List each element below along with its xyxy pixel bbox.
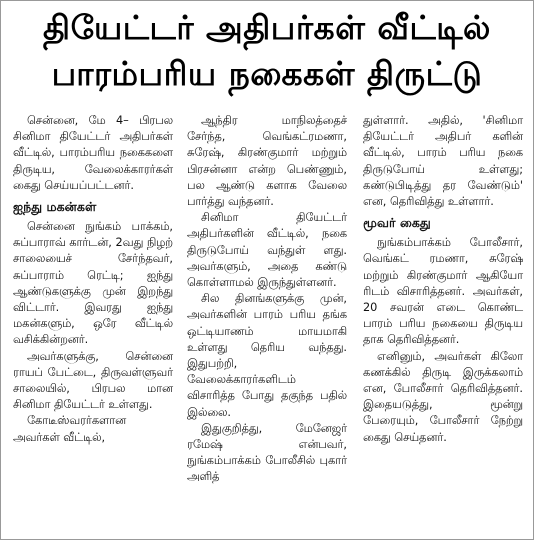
subheading: ஐந்து மகன்கள் — [13, 199, 97, 215]
paragraph: அவர்களுக்கு, சென்னை ராயப் பேட்டை, திருவள்ளுவர் சாலையில், பிரபல மான சினிமா தியேட்டர் உள்ளது. — [13, 349, 173, 412]
paragraph: துள்ளார். அதில், 'சினிமா தியேட்டர் அதிபர் களின் வீட்டில், பாரம் பரிய நகை திருடுபோய் உள்ளது; கண்டுபிடித்து தர வேண்டும்' என, தெரிவித்து உள்ளார். — [363, 114, 523, 209]
paragraph: சென்னை, மே 4– பிரபல சினிமா தியேட்டர் அதிபர்கள் வீட்டில், பாரம்பரிய நகைகளை திருடிய, வேலைக்காரர்கள் கைது செய்யப்பட்டனர். — [13, 114, 173, 192]
article-body — [13, 113, 525, 537]
paragraph: எனினும், அவர்கள் கிலோ கணக்கில் திருடி இருக்கலாம் என, போலீசார் தெரிவித்தனர். இதையடுத்து, மூன்று பேரையும், போலீசார் நேற்று கைது செய்தனர். — [363, 349, 523, 444]
column-1 — [13, 113, 173, 537]
paragraph: இதுகுறித்து, மேனேஜர் ரமேஷ் என்பவர், நுங்கம்பாக்கம் போலீசில் புகார் அளித் — [187, 421, 347, 484]
subheading: மூவர் கைது — [363, 215, 431, 231]
headline-line-2: பாரம்பரிய நகைகள் திருட்டு — [51, 54, 483, 93]
column-2 — [187, 113, 347, 537]
headline-line-1: தியேட்டர் அதிபர்கள் வீட்டில் — [43, 8, 491, 47]
paragraph: சென்னை நுங்கம் பாக்கம், சுப்பாராவ் கார்டன், 2வது நிழற் சாலையைச் சேர்ந்தவர், சுப்பாராம் ரெட்டி; ஐந்து ஆண்டுகளுக்கு முன் இறந்து விட்டார். இவரது ஐந்து மகன்களும், ஒரே வீட்டில் வசிக்கின்றனர். — [13, 220, 173, 347]
column-3 — [363, 113, 523, 537]
paragraph: நுங்கம்பாக்கம் போலீசார், வெங்கட் ரமணா, சுரேஷ் மற்றும் கிரண்குமார் ஆகியோ ரிடம் விசாரித்தனர். அவர்கள், 20 சவரன் எடை கொண்ட பாரம் பரிய நகையை திருடிய தாக தெரிவித்தனர். — [363, 236, 523, 347]
paragraph: சில தினங்களுக்கு முன், அவர்களின் பாரம் பரிய தங்க ஒட்டியாணம் மாயமாகி உள்ளது தெரிய வந்தது. இதுபற்றி, வேலைக்காரர்களிடம் விசாரித்த போது தகுந்த பதில் இல்லை. — [187, 292, 347, 419]
paragraph: கோடீஸ்வரர்களான அவர்கள் வீட்டில், — [13, 414, 127, 444]
paragraph: சினிமா தியேட்டர் அதிபர்களின் வீட்டில், நகை திருடுபோய் வந்துள் ளது. அவர்களும், அதை கண்டு கொள்ளாமல் இருந்துள்ளனர். — [187, 211, 347, 290]
paragraph: ஆந்திர மாநிலத்தைச் சேர்ந்த, வெங்கட்ரமணா, சுரேஷ், கிரண்குமார் மற்றும் பிரசன்னா என்ற பெண்ணும், பல ஆண்டு களாக வேலை பார்த்து வந்தனர். — [187, 114, 347, 209]
